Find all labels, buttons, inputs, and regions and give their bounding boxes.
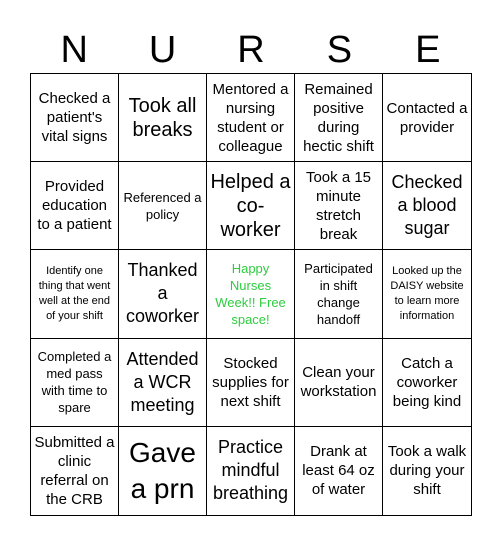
bingo-cell[interactable] (119, 427, 207, 515)
bingo-cell-text: Practice mindful breathing (212, 437, 289, 504)
bingo-cell[interactable] (295, 427, 383, 515)
header-letter-u: U (148, 29, 177, 71)
bingo-cell[interactable] (295, 250, 383, 338)
header-letter-n: N (60, 29, 88, 71)
bingo-cell-text: Identify one thing that went well at the end of your shift (38, 264, 111, 322)
header-letter-e: E (415, 29, 441, 71)
bingo-cell-text: Took a 15 minute stretch break (305, 168, 372, 243)
bingo-cell-text: Submitted a clinic referral on the CRB (34, 433, 115, 508)
header-letter-s: S (326, 29, 353, 71)
bingo-cell-text: Thanked a coworker (125, 260, 200, 327)
bingo-cell[interactable] (207, 339, 295, 427)
bingo-cell[interactable] (207, 427, 295, 515)
free-space-text: Happy Nurses Week!! Free space! (215, 260, 286, 327)
bingo-cell[interactable] (383, 74, 471, 162)
bingo-cell-text: Looked up the DAISY website to learn more information (390, 264, 464, 322)
bingo-header (30, 28, 472, 72)
bingo-cell[interactable] (383, 250, 471, 338)
bingo-cell-text: Took a walk during your shift (387, 443, 467, 499)
bingo-cell[interactable] (31, 339, 119, 427)
bingo-cell-text: Clean your workstation (300, 364, 377, 401)
bingo-cell-text: Contacted a provider (386, 99, 468, 136)
bingo-cell-text: Took all breaks (128, 94, 197, 141)
bingo-cell[interactable] (383, 339, 471, 427)
bingo-cell-text: Drank at least 64 oz of water (302, 443, 375, 499)
bingo-cell[interactable] (119, 162, 207, 250)
bingo-cell-text: Stocked supplies for next shift (212, 354, 289, 410)
bingo-cell[interactable] (295, 339, 383, 427)
header-letter-r: R (237, 29, 265, 71)
bingo-grid (30, 73, 472, 516)
bingo-cell-text: Helped a co-worker (210, 170, 291, 241)
bingo-cell[interactable] (295, 162, 383, 250)
bingo-cell[interactable] (119, 339, 207, 427)
bingo-cell-text: Attended a WCR meeting (126, 348, 199, 415)
bingo-cell-text: Checked a patient's vital signs (38, 90, 111, 146)
bingo-cell-text: Checked a blood sugar (391, 172, 463, 239)
bingo-cell[interactable] (383, 427, 471, 515)
bingo-cell-text: Provided education to a patient (37, 178, 112, 234)
bingo-cell[interactable] (119, 250, 207, 338)
bingo-cell-text: Gave a prn (129, 436, 196, 504)
bingo-cell-text: Mentored a nursing student or colleague (212, 80, 289, 155)
free-space-cell[interactable] (207, 250, 295, 338)
bingo-cell[interactable] (383, 162, 471, 250)
bingo-cell[interactable] (207, 74, 295, 162)
bingo-cell[interactable] (31, 427, 119, 515)
bingo-cell-text: Catch a coworker being kind (392, 354, 462, 410)
bingo-cell[interactable] (31, 250, 119, 338)
bingo-cell[interactable] (31, 162, 119, 250)
bingo-cell-text: Completed a med pass with time to spare (37, 349, 112, 416)
bingo-cell-text: Participated in shift change handoff (304, 260, 373, 327)
bingo-cell[interactable] (119, 74, 207, 162)
bingo-cell-text: Remained positive during hectic shift (303, 80, 374, 155)
bingo-cell[interactable] (207, 162, 295, 250)
bingo-cell-text: Referenced a policy (123, 189, 202, 222)
bingo-cell[interactable] (31, 74, 119, 162)
bingo-cell[interactable] (295, 74, 383, 162)
